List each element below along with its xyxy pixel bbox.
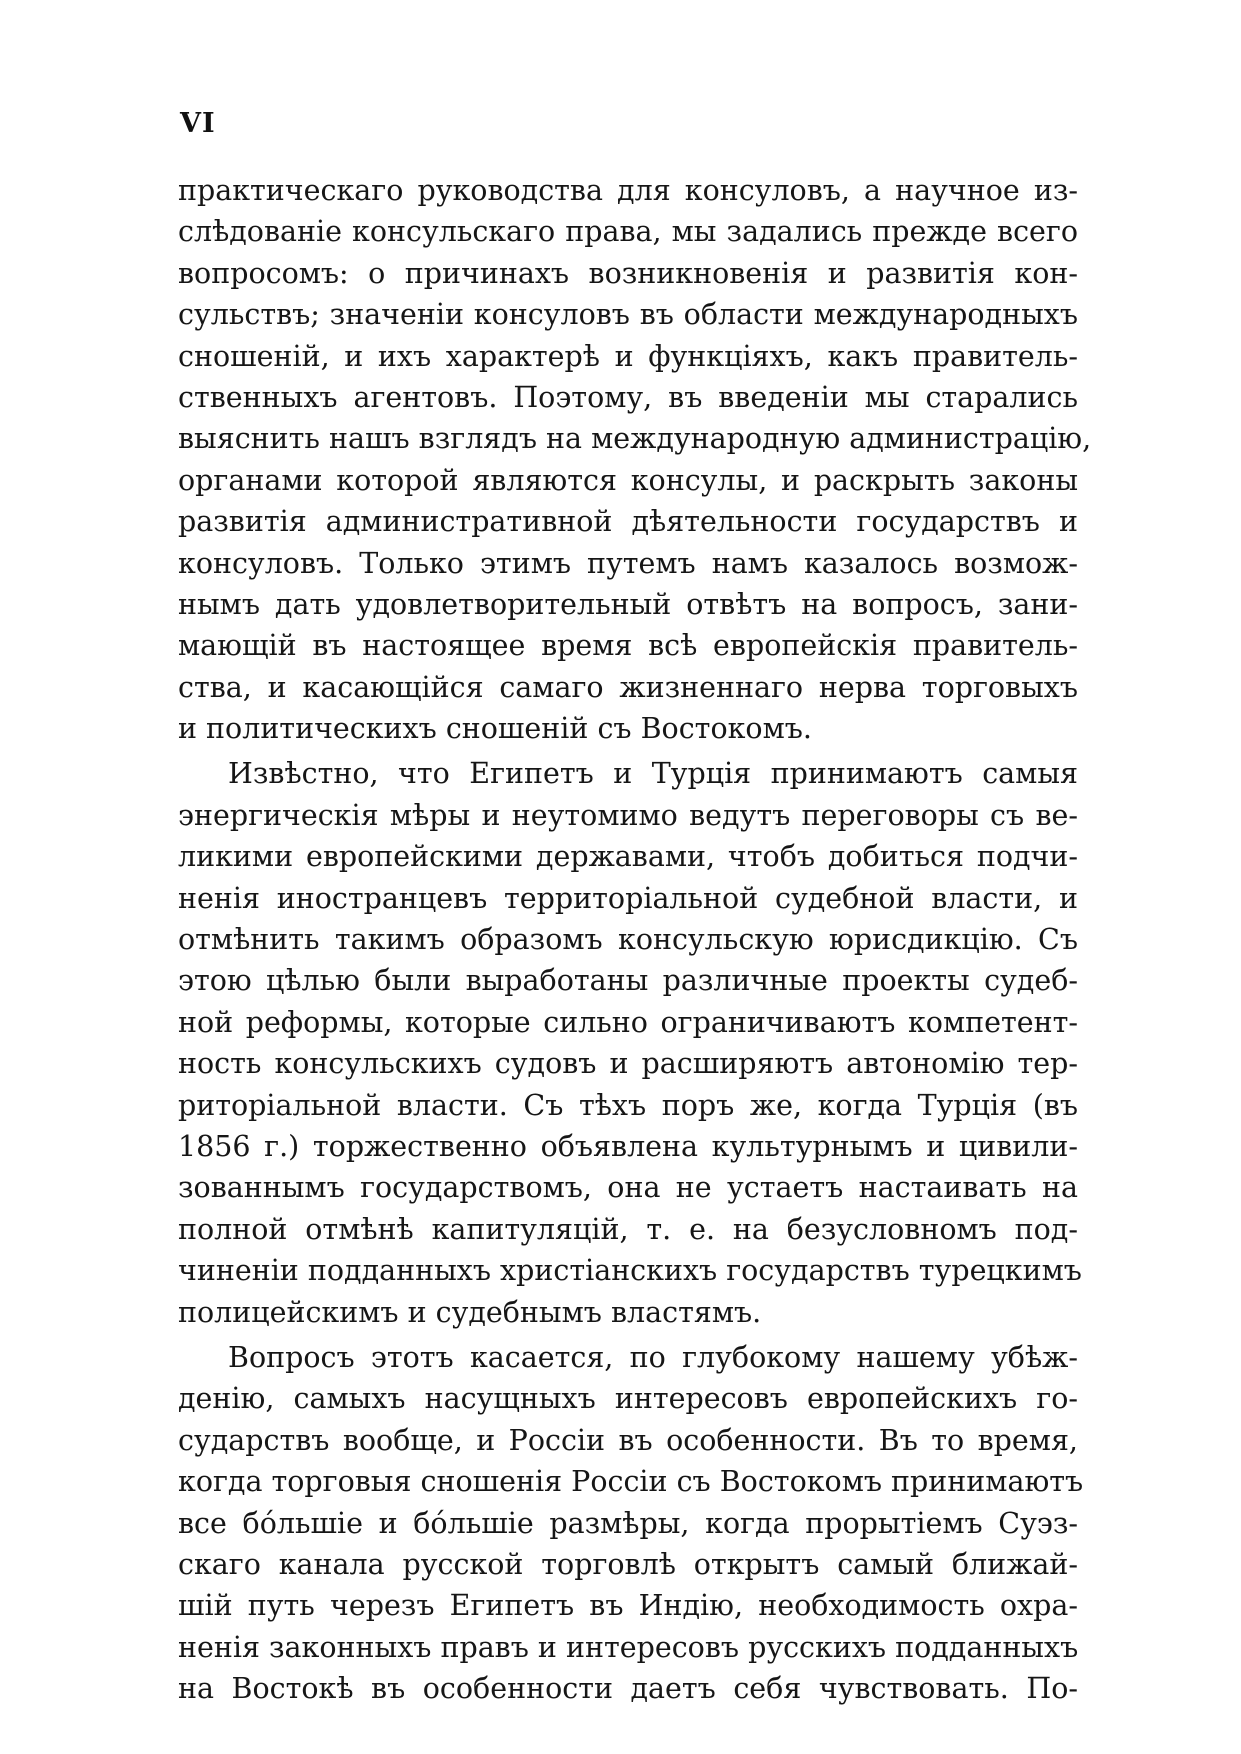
text-line: ненія иностранцевъ территоріальной судебной власти, и bbox=[178, 881, 1078, 915]
text-line: на Востокѣ въ особенности даетъ себя чувствовать. По- bbox=[178, 1672, 1078, 1706]
text-line: денію, самыхъ насущныхъ интересовъ европейскихъ го- bbox=[178, 1382, 1078, 1416]
paragraph bbox=[178, 753, 1082, 1332]
paragraph bbox=[178, 1337, 1084, 1710]
text-line: сношеній, и ихъ характерѣ и функціяхъ, какъ правитель- bbox=[178, 339, 1078, 373]
text-line: Извѣстно, что Египетъ и Турція принимаютъ самыя bbox=[228, 757, 1078, 791]
text-line: энергическія мѣры и неутомимо ведутъ переговоры съ ве- bbox=[178, 798, 1078, 832]
text-line: слѣдованіе консульскаго права, мы задались прежде всего bbox=[178, 215, 1078, 249]
text-line: мающій въ настоящее время всѣ европейскія правитель- bbox=[178, 629, 1078, 663]
text-line: отмѣнить такимъ образомъ консульскую юрисдикцію. Съ bbox=[178, 923, 1078, 957]
text-line: Вопросъ этотъ касается, по глубокому нашему убѣж- bbox=[228, 1340, 1078, 1374]
text-line: практическаго руководства для консуловъ, а научное из- bbox=[178, 174, 1078, 207]
text-line: ственныхъ агентовъ. Поэтому, въ введеніи мы старались bbox=[178, 380, 1078, 414]
text-line: 1856 г.) торжественно объявлена культурнымъ и цивили- bbox=[178, 1129, 1078, 1163]
text-line: ненія законныхъ правъ и интересовъ русскихъ подданныхъ bbox=[178, 1630, 1079, 1664]
text-line: шій путь черезъ Египетъ въ Индію, необходимость охра- bbox=[178, 1589, 1078, 1623]
text-line: и политическихъ сношеній съ Востокомъ. bbox=[178, 712, 812, 746]
text-line: ной реформы, которые сильно ограничиваютъ компетент- bbox=[178, 1005, 1078, 1039]
text-line: зованнымъ государствомъ, она не устаетъ настаивать на bbox=[178, 1171, 1078, 1205]
text-line: выяснить нашъ взглядъ на международную администрацію, bbox=[178, 422, 1092, 456]
text-line: полицейскимъ и судебнымъ властямъ. bbox=[178, 1295, 762, 1329]
text-line: полной отмѣнѣ капитуляцій, т. е. на безусловномъ под- bbox=[178, 1212, 1078, 1246]
page-number: VI bbox=[180, 108, 216, 139]
text-line: органами которой являются консулы, и раскрыть законы bbox=[178, 463, 1078, 497]
text-line: риторіальной власти. Съ тѣхъ поръ же, когда Турція (въ bbox=[178, 1088, 1078, 1122]
body-text bbox=[178, 170, 1092, 1713]
text-line: сульствъ; значеніи консуловъ въ области международныхъ bbox=[178, 298, 1078, 332]
text-line: этою цѣлью были выработаны различные проекты судеб- bbox=[178, 964, 1078, 998]
text-line: ность консульскихъ судовъ и расширяютъ автономію тер- bbox=[178, 1047, 1078, 1081]
text-line: ства, и касающійся самаго жизненнаго нерва торговыхъ bbox=[178, 670, 1078, 704]
text-line: консуловъ. Только этимъ путемъ намъ казалось возмож- bbox=[178, 546, 1078, 580]
text-line: ликими европейскими державами, чтобъ добиться подчи- bbox=[178, 840, 1078, 874]
text-line: когда торговыя сношенія Россіи съ Востокомъ принимаютъ bbox=[178, 1465, 1084, 1499]
text-line: нымъ дать удовлетворительный отвѣтъ на вопросъ, зани- bbox=[178, 587, 1078, 621]
text-line: развитія административной дѣятельности государствъ и bbox=[178, 505, 1078, 539]
text-line: сударствъ вообще, и Россіи въ особенности. Въ то время, bbox=[178, 1423, 1078, 1457]
text-line: скаго канала русской торговлѣ открытъ самый ближай- bbox=[178, 1547, 1078, 1581]
text-line: все бо́льшіе и бо́льшіе размѣры, когда прорытіемъ Суэз- bbox=[178, 1506, 1078, 1540]
paragraph bbox=[178, 170, 1092, 749]
text-line: вопросомъ: о причинахъ возникновенія и развитія кон- bbox=[178, 256, 1078, 290]
text-line: чиненіи подданныхъ христіанскихъ государствъ турецкимъ bbox=[178, 1254, 1082, 1288]
